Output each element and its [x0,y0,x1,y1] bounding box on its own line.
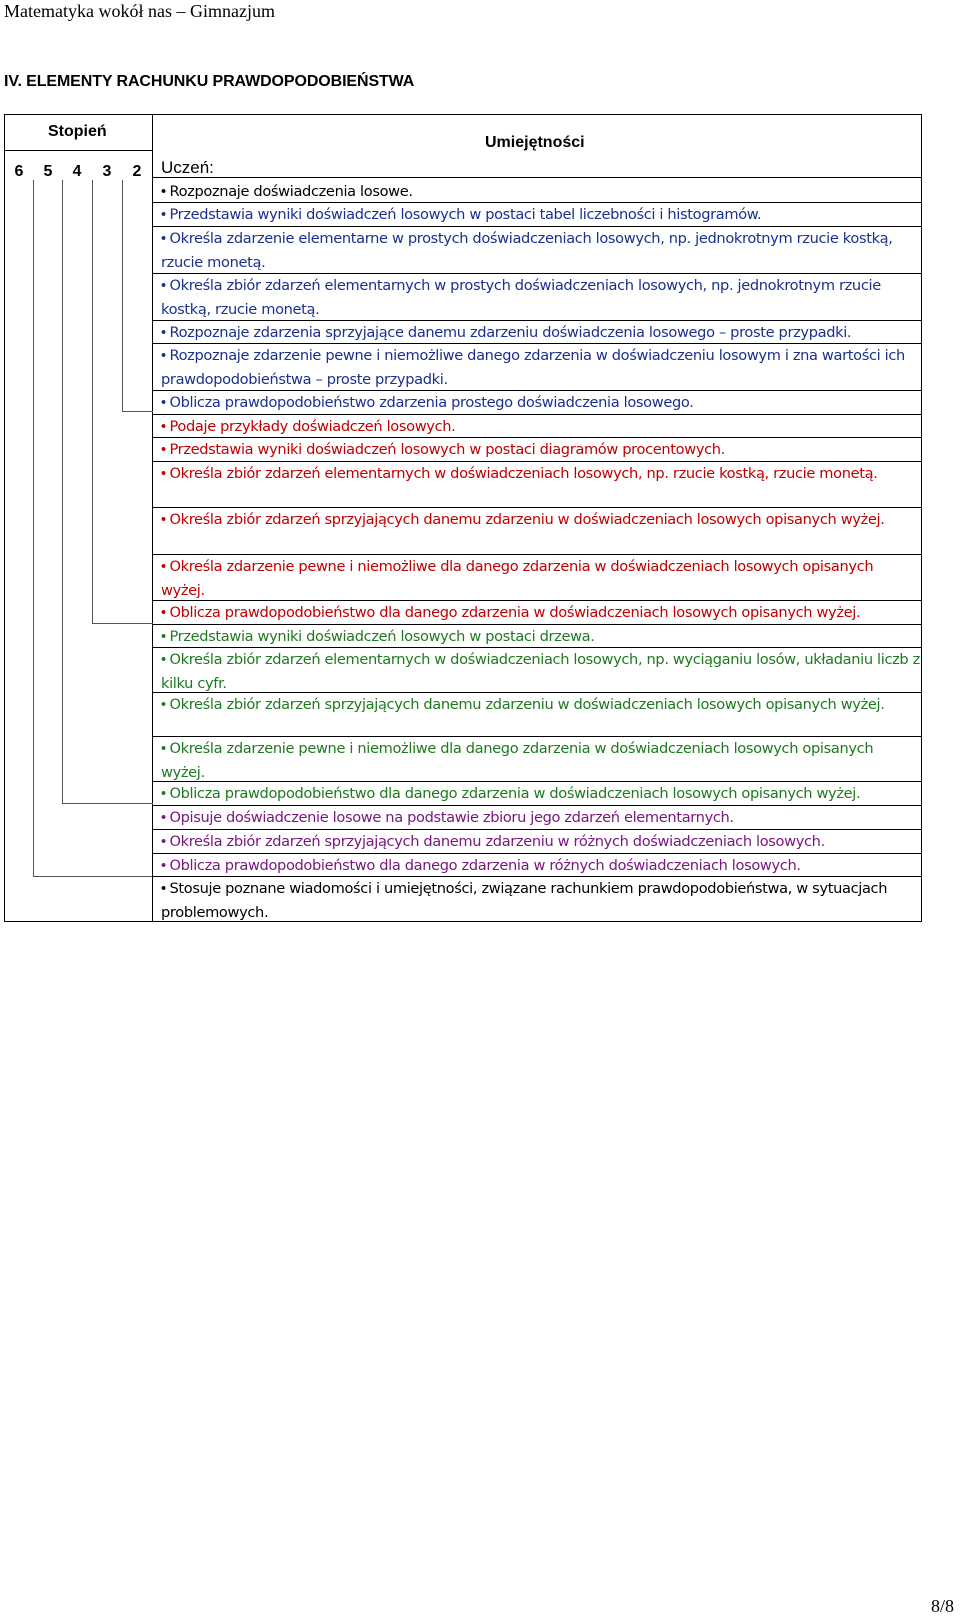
skill-row: • Określa zbiór zdarzeń elementarnych w doświadczeniach losowych, np. rzucie kostką, rzucie monetą. [161,465,878,482]
level-5-bracket [33,180,153,877]
degree-2: 2 [132,163,142,180]
skill-row: • Opisuje doświadczenie losowe na podstawie zbioru jego zdarzeń elementarnych. [161,809,734,826]
table-left-border [4,114,5,922]
header-row-divider [152,177,922,178]
degree-6: 6 [14,163,24,180]
skill-row: • Określa zdarzenie pewne i niemożliwe dla danego zdarzenia w doświadczeniach losowych opisanych wyżej. [161,558,874,599]
degree-4: 4 [72,163,82,180]
skill-row: • Oblicza prawdopodobieństwo dla danego zdarzenia w doświadczeniach losowych opisanych wyżej. [161,604,861,621]
degree-3: 3 [102,163,112,180]
degree-header: Stopień [48,123,107,140]
skill-row: • Przedstawia wyniki doświadczeń losowych w postaci tabel liczebności i histogramów. [161,206,762,223]
table-right-border [921,114,922,922]
skill-row: • Określa zdarzenie pewne i niemożliwe dla danego zdarzenia w doświadczeniach losowych opisanych wyżej. [161,740,874,781]
skill-row: • Stosuje poznane wiadomości i umiejętności, związane rachunkiem prawdopodobieństwa, w sytuacjach problemowych. [161,880,888,921]
skill-row: • Przedstawia wyniki doświadczeń losowych w postaci diagramów procentowych. [161,441,725,458]
skills-header: Umiejętności [485,134,585,151]
skill-row: • Rozpoznaje doświadczenia losowe. [161,183,413,200]
skill-row: • Określa zbiór zdarzeń sprzyjających danemu zdarzeniu w doświadczeniach losowych opisanych wyżej. [161,696,885,713]
skill-row: • Określa zdarzenie elementarne w prostych doświadczeniach losowych, np. jednokrotnym rzucie kostką, rzucie monetą. [161,230,893,271]
table-top-border [4,114,922,115]
degree-header-divider [4,150,152,151]
skill-row: • Przedstawia wyniki doświadczeń losowych w postaci drzewa. [161,628,595,645]
skill-row: • Określa zbiór zdarzeń elementarnych w doświadczeniach losowych, np. wyciąganiu losów, układaniu liczb z kilku cyfr. [161,651,920,692]
skill-row: • Podaje przykłady doświadczeń losowych. [161,418,456,435]
skill-row: • Określa zbiór zdarzeń elementarnych w prostych doświadczeniach losowych, np. jednokrotnym rzucie kostką, rzucie monetą. [161,277,881,318]
skill-row: • Oblicza prawdopodobieństwo dla danego zdarzenia w doświadczeniach losowych opisanych wyżej. [161,785,861,802]
skill-row: • Rozpoznaje zdarzenie pewne i niemożliwe danego zdarzenia w doświadczeniu losowym i zna wartości ich prawdopodobieństwa – proste przypadki. [161,347,905,388]
skill-row: • Oblicza prawdopodobieństwo zdarzenia prostego doświadczenia losowego. [161,394,694,411]
skill-row: • Określa zbiór zdarzeń sprzyjających danemu zdarzeniu w różnych doświadczeniach losowych. [161,833,825,850]
section-title: IV. ELEMENTY RACHUNKU PRAWDOPODOBIEŃSTWA [4,73,415,90]
skill-row: • Określa zbiór zdarzeń sprzyjających danemu zdarzeniu w doświadczeniach losowych opisanych wyżej. [161,511,885,528]
skill-row: • Rozpoznaje zdarzenia sprzyjające danemu zdarzeniu doświadczenia losowego – proste przypadki. [161,324,852,341]
running-header: Matematyka wokół nas – Gimnazjum [4,1,275,21]
student-label: Uczeń: [161,158,214,177]
degree-5: 5 [43,163,53,180]
page-number: 8/8 [931,1596,955,1616]
skill-row: • Oblicza prawdopodobieństwo dla danego zdarzenia w różnych doświadczeniach losowych. [161,857,801,874]
